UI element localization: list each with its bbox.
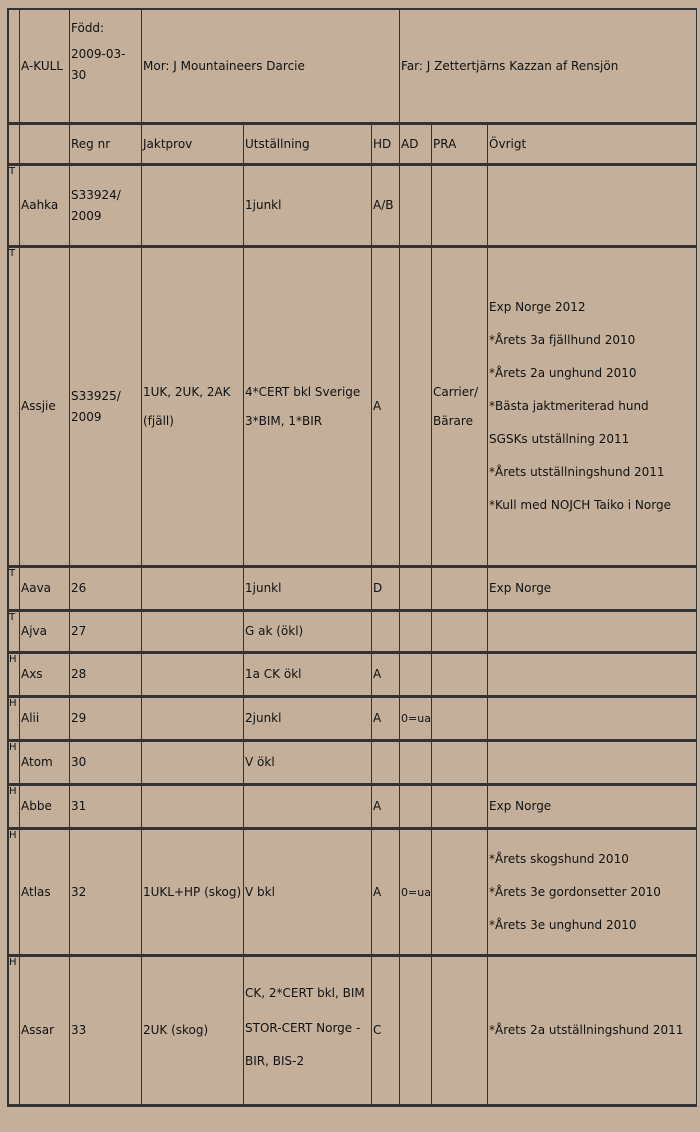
show-cell: 1junkl	[244, 568, 372, 612]
ad-cell: 0=ua	[400, 830, 432, 957]
col-pra: PRA	[432, 125, 488, 166]
table-row	[9, 830, 697, 957]
ad-cell	[400, 742, 432, 786]
sex-cell: H	[9, 654, 20, 698]
hd-cell: C	[372, 957, 400, 1107]
hunting-cell	[142, 786, 244, 830]
sex-cell: T	[9, 166, 20, 248]
col-ad: AD	[400, 125, 432, 166]
hd-cell	[372, 742, 400, 786]
sex-cell: H	[9, 786, 20, 830]
other-cell	[488, 248, 697, 568]
reg-cell: S33924/ 2009	[70, 166, 142, 248]
hunting-cell	[142, 698, 244, 742]
column-header-row	[9, 125, 697, 166]
dog-name: Axs	[20, 654, 70, 698]
pra-cell	[432, 742, 488, 786]
pra-cell	[432, 698, 488, 742]
sex-cell: H	[9, 742, 20, 786]
col-show: Utställning	[244, 125, 372, 166]
hd-cell: A	[372, 698, 400, 742]
pra-cell	[432, 654, 488, 698]
reg-cell: 33	[70, 957, 142, 1107]
table-row	[9, 568, 697, 612]
litter-name: A-KULL	[20, 10, 70, 125]
hunting-cell	[142, 568, 244, 612]
pra-cell	[432, 166, 488, 248]
dog-name: Assar	[20, 957, 70, 1107]
show-cell: 1junkl	[244, 166, 372, 248]
dog-name: Alii	[20, 698, 70, 742]
hunting-cell	[142, 166, 244, 248]
born-date: 2009-03-30	[71, 47, 126, 82]
header-sex-cell	[9, 10, 20, 125]
other-cell: Exp Norge	[488, 786, 697, 830]
hd-cell: A	[372, 654, 400, 698]
other-cell: *Årets 2a utställningshund 2011	[488, 957, 697, 1107]
table-row	[9, 612, 697, 654]
show-line: STOR-CERT Norge - BIR, BIS-2	[245, 1021, 361, 1068]
hd-cell: A/B	[372, 166, 400, 248]
note-line: *Årets skogshund 2010	[489, 851, 629, 866]
sex-cell: H	[9, 830, 20, 957]
note-line: SGSKs utställning 2011	[489, 432, 630, 446]
pra-cell	[432, 612, 488, 654]
dog-name: Atom	[20, 742, 70, 786]
hunting-cell: 2UK (skog)	[142, 957, 244, 1107]
note-line: Exp Norge 2012	[489, 300, 586, 314]
dog-name: Aahka	[20, 166, 70, 248]
mother: Mor: J Mountaineers Darcie	[142, 10, 400, 125]
reg-cell: 30	[70, 742, 142, 786]
pra-cell	[432, 568, 488, 612]
col-other: Övrigt	[488, 125, 697, 166]
note-line: *Årets 3a fjällhund 2010	[489, 333, 636, 347]
hunting-cell: 1UK, 2UK, 2AK (fjäll)	[142, 248, 244, 568]
other-cell	[488, 742, 697, 786]
show-cell	[244, 957, 372, 1107]
other-cell	[488, 612, 697, 654]
table-row	[9, 786, 697, 830]
litter-table-container	[7, 8, 697, 1107]
col-hunting: Jaktprov	[142, 125, 244, 166]
sex-cell: T	[9, 568, 20, 612]
note-line: *Bästa jaktmeriterad hund	[489, 399, 649, 413]
other-cell	[488, 830, 697, 957]
table-row	[9, 654, 697, 698]
father: Far: J Zettertjärns Kazzan af Rensjön	[400, 10, 697, 125]
note-line: *Årets utställningshund 2011	[489, 465, 665, 479]
reg-cell: 26	[70, 568, 142, 612]
table-row	[9, 742, 697, 786]
show-cell: 4*CERT bkl Sverige 3*BIM, 1*BIR	[244, 248, 372, 568]
hunting-cell	[142, 742, 244, 786]
show-cell: G ak (ökl)	[244, 612, 372, 654]
ad-cell	[400, 568, 432, 612]
reg-cell: 28	[70, 654, 142, 698]
litter-table	[7, 8, 697, 1107]
reg-cell: S33925/ 2009	[70, 248, 142, 568]
hd-cell: A	[372, 248, 400, 568]
pra-cell: Carrier/ Bärare	[432, 248, 488, 568]
pra-cell	[432, 957, 488, 1107]
ad-cell	[400, 957, 432, 1107]
ad-cell	[400, 654, 432, 698]
reg-cell: 31	[70, 786, 142, 830]
ad-cell: 0=ua	[400, 698, 432, 742]
sex-cell: T	[9, 612, 20, 654]
hd-cell	[372, 612, 400, 654]
reg-cell: 32	[70, 830, 142, 957]
show-cell	[244, 786, 372, 830]
sex-cell: H	[9, 698, 20, 742]
show-cell: V bkl	[244, 830, 372, 957]
ad-cell	[400, 612, 432, 654]
ad-cell	[400, 786, 432, 830]
litter-header-row	[9, 10, 697, 125]
reg-cell: 29	[70, 698, 142, 742]
table-row	[9, 698, 697, 742]
hunting-cell	[142, 654, 244, 698]
pra-cell	[432, 830, 488, 957]
note-line: *Årets 2a unghund 2010	[489, 366, 637, 380]
ad-cell	[400, 248, 432, 568]
other-cell	[488, 166, 697, 248]
other-cell	[488, 654, 697, 698]
dog-name: Assjie	[20, 248, 70, 568]
show-line: CK, 2*CERT bkl, BIM	[245, 986, 365, 1000]
note-line: *Årets 3e gordonsetter 2010	[489, 884, 661, 899]
hd-cell: A	[372, 786, 400, 830]
pra-cell	[432, 786, 488, 830]
note-line: *Kull med NOJCH Taiko i Norge	[489, 498, 671, 512]
hunting-cell: 1UKL+HP (skog)	[142, 830, 244, 957]
sex-cell: H	[9, 957, 20, 1107]
table-row	[9, 166, 697, 248]
other-cell: Exp Norge	[488, 568, 697, 612]
born-label: Född:	[71, 21, 105, 35]
sex-cell: T	[9, 248, 20, 568]
dog-name: Abbe	[20, 786, 70, 830]
born-cell	[70, 10, 142, 125]
show-cell: V ökl	[244, 742, 372, 786]
col-hd: HD	[372, 125, 400, 166]
reg-cell: 27	[70, 612, 142, 654]
dog-name: Ajva	[20, 612, 70, 654]
dog-name: Atlas	[20, 830, 70, 957]
hd-cell: D	[372, 568, 400, 612]
other-cell	[488, 698, 697, 742]
note-line: *Årets 3e unghund 2010	[489, 917, 637, 932]
dog-name: Aava	[20, 568, 70, 612]
show-cell: 1a CK ökl	[244, 654, 372, 698]
table-row	[9, 248, 697, 568]
col-reg: Reg nr	[70, 125, 142, 166]
ad-cell	[400, 166, 432, 248]
hd-cell: A	[372, 830, 400, 957]
hunting-cell	[142, 612, 244, 654]
show-cell: 2junkl	[244, 698, 372, 742]
table-row	[9, 957, 697, 1107]
